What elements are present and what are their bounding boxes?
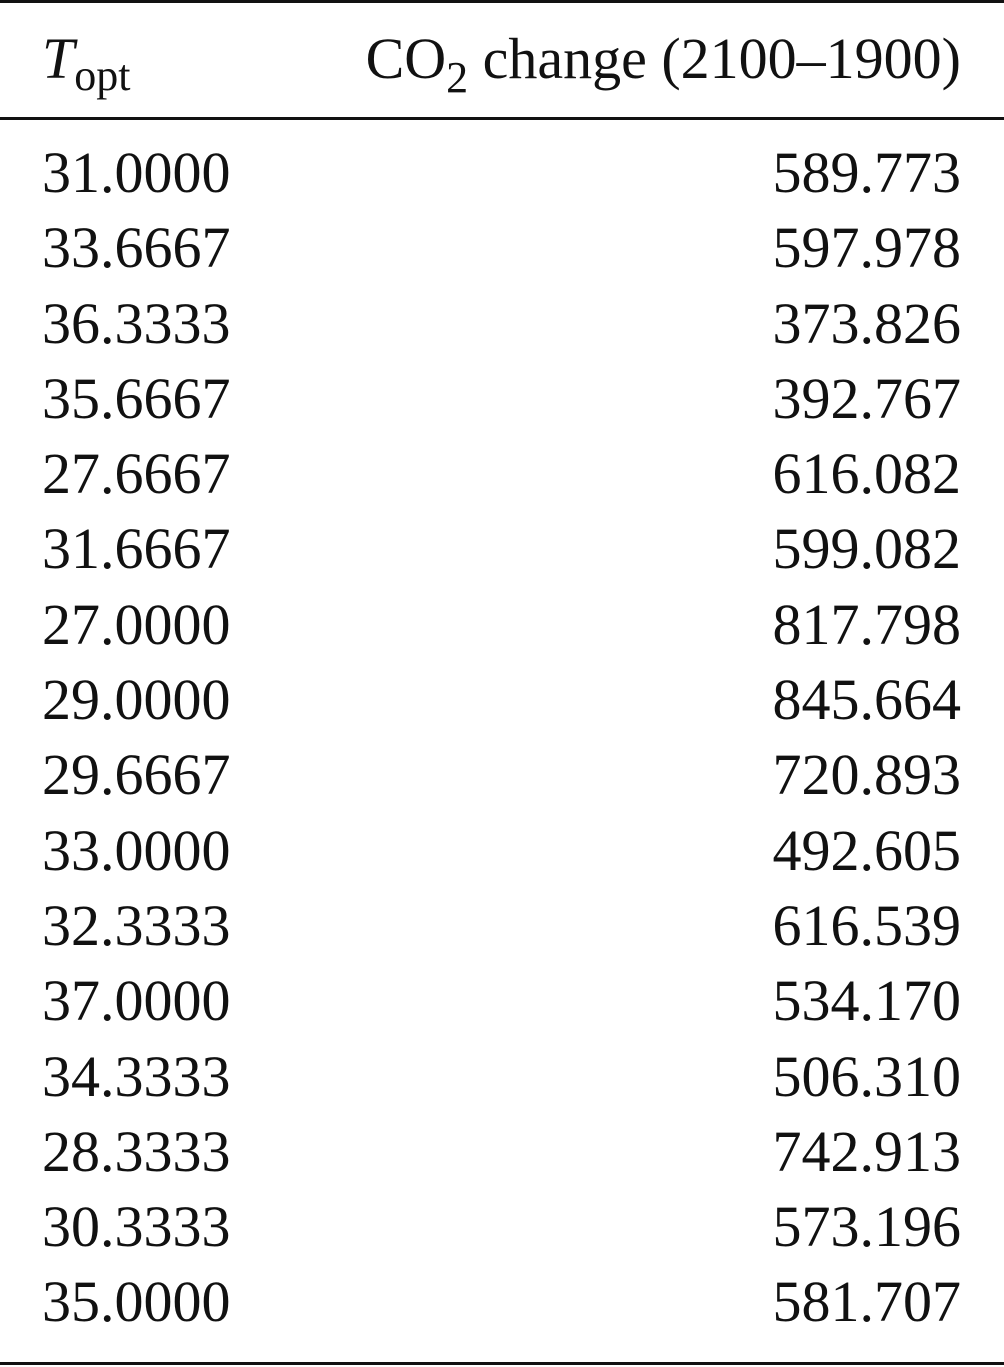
table-row	[0, 1264, 1004, 1339]
header-topt-symbol: T	[42, 26, 75, 91]
cell-co2-change: 616.082	[772, 441, 961, 507]
bottom-rule	[0, 1362, 1004, 1365]
cell-co2-change: 599.082	[772, 516, 961, 582]
header-co2-change	[366, 14, 961, 109]
cell-topt: 36.3333	[42, 290, 231, 356]
table-row	[0, 436, 1004, 511]
cell-topt: 31.6667	[42, 516, 231, 582]
cell-topt: 29.0000	[42, 667, 231, 733]
table-row	[0, 1039, 1004, 1114]
header-rule	[0, 117, 1004, 120]
table-row	[0, 361, 1004, 436]
cell-co2-change: 492.605	[772, 817, 961, 883]
cell-topt: 31.0000	[42, 140, 231, 205]
cell-topt: 27.6667	[42, 441, 231, 507]
table-row	[0, 737, 1004, 812]
table-row	[0, 1189, 1004, 1264]
table-row	[0, 511, 1004, 586]
cell-co2-change: 589.773	[772, 140, 961, 205]
cell-co2-change: 534.170	[772, 968, 961, 1034]
cell-co2-change: 392.767	[772, 365, 961, 431]
table-row	[0, 135, 1004, 210]
cell-topt: 34.3333	[42, 1043, 231, 1109]
table-row	[0, 587, 1004, 662]
header-topt-subscript: opt	[74, 51, 131, 100]
table-row	[0, 1114, 1004, 1189]
table-row	[0, 963, 1004, 1038]
table-header	[0, 14, 1004, 104]
header-co2-suffix: change (2100–1900)	[468, 26, 961, 91]
cell-co2-change: 742.913	[772, 1118, 961, 1184]
table-row	[0, 813, 1004, 888]
table-row	[0, 662, 1004, 737]
cell-topt: 35.6667	[42, 365, 231, 431]
cell-co2-change: 845.664	[772, 667, 961, 733]
cell-topt: 33.0000	[42, 817, 231, 883]
table-row	[0, 286, 1004, 361]
cell-co2-change: 720.893	[772, 742, 961, 808]
cell-topt: 27.0000	[42, 591, 231, 657]
cell-topt: 30.3333	[42, 1194, 231, 1260]
cell-co2-change: 597.978	[772, 215, 961, 281]
table-row	[0, 888, 1004, 963]
cell-topt: 28.3333	[42, 1118, 231, 1184]
cell-co2-change: 581.707	[772, 1269, 961, 1335]
top-rule	[0, 0, 1004, 3]
cell-co2-change: 573.196	[772, 1194, 961, 1260]
header-topt	[42, 14, 131, 109]
cell-co2-change: 616.539	[772, 892, 961, 958]
cell-topt: 33.6667	[42, 215, 231, 281]
cell-co2-change: 373.826	[772, 290, 961, 356]
header-co2-subscript: 2	[446, 53, 469, 102]
cell-topt: 35.0000	[42, 1269, 231, 1335]
table-row	[0, 210, 1004, 285]
cell-co2-change: 506.310	[772, 1043, 961, 1109]
header-co2-prefix: CO	[365, 26, 447, 91]
cell-co2-change: 817.798	[772, 591, 961, 657]
cell-topt: 29.6667	[42, 742, 231, 808]
table-body	[0, 135, 1004, 1340]
cell-topt: 32.3333	[42, 892, 231, 958]
cell-topt: 37.0000	[42, 968, 231, 1034]
